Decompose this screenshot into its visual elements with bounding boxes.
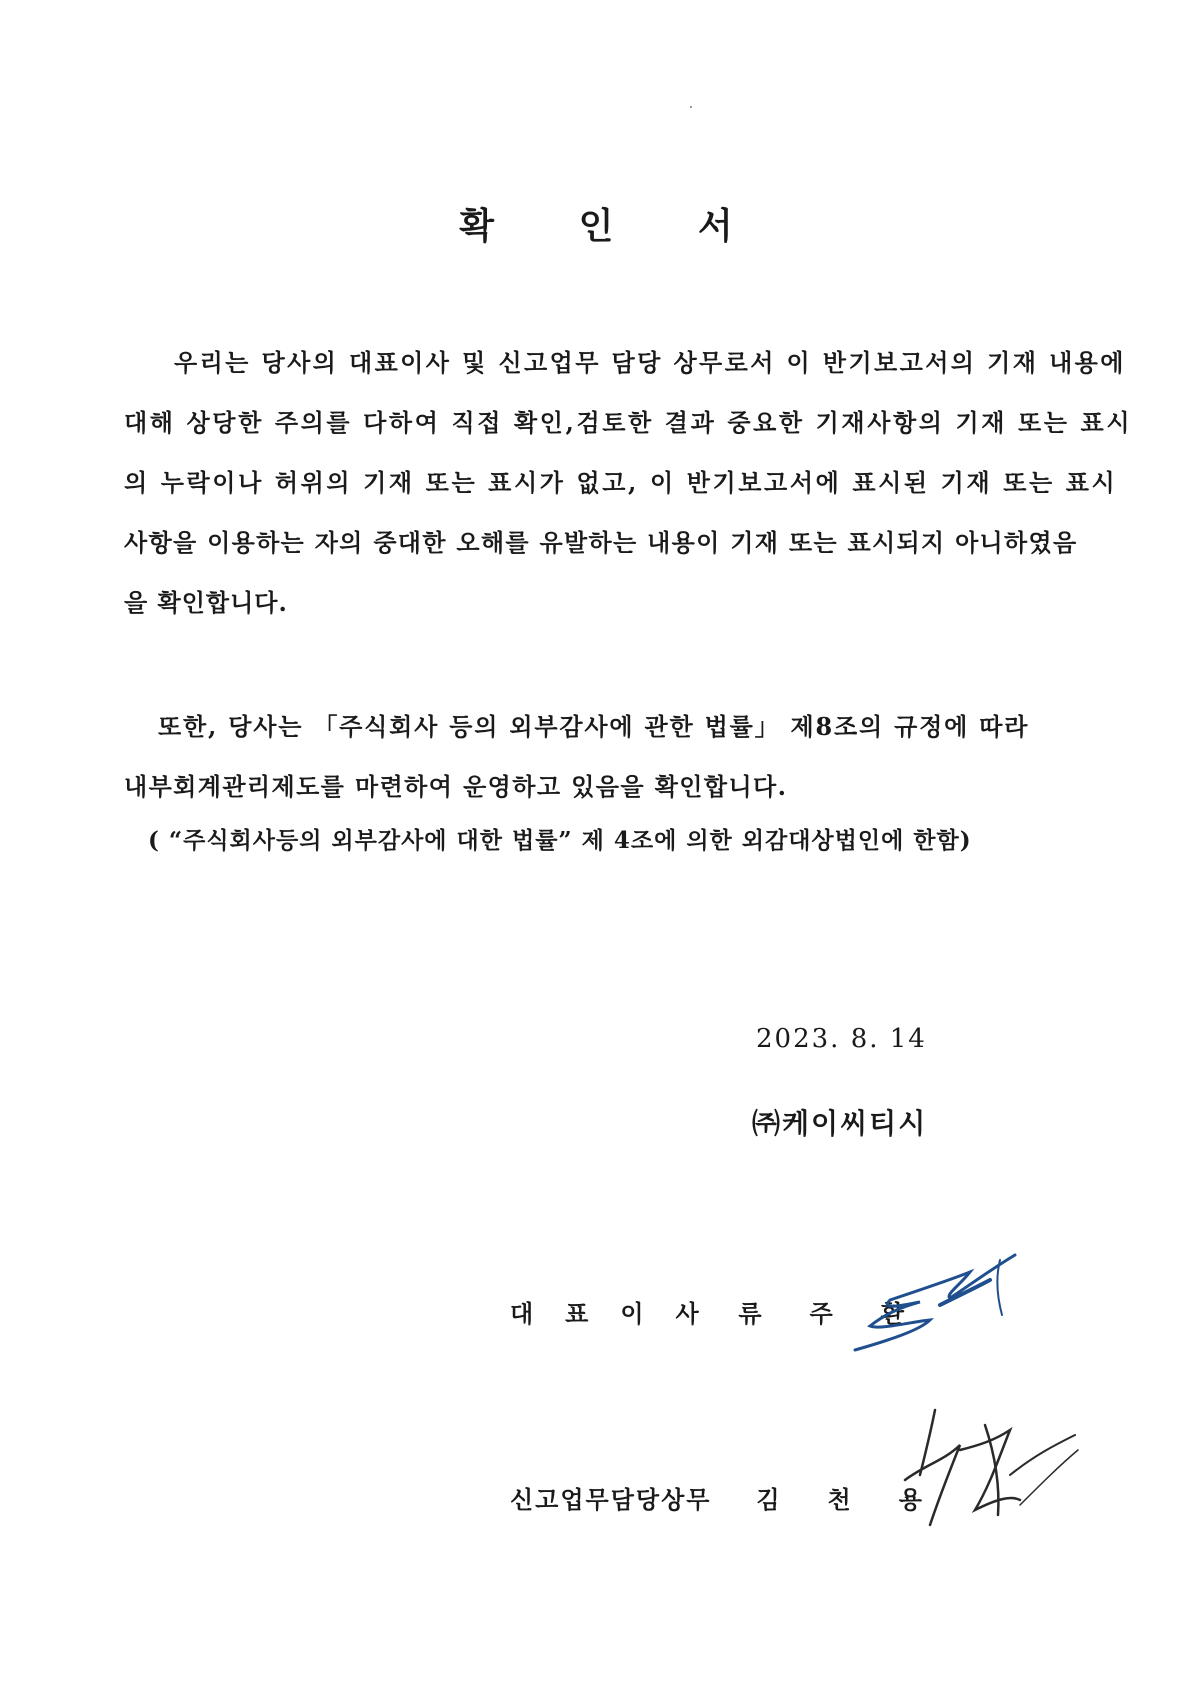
confirmation-paragraph — [124, 333, 1133, 633]
scope-note: ( “주식회사등의 외부감사에 대한 법률” 제 4조에 의한 외감대상법인에 한함) — [148, 827, 972, 854]
signatory-role: 대표이사 — [510, 1299, 731, 1328]
paragraph-line: 을 확인합니다. — [124, 588, 288, 617]
scan-speck — [690, 106, 692, 108]
document-title: 확 인 서 — [459, 205, 769, 247]
paragraph-line: 사항을 이용하는 자의 중대한 오해를 유발하는 내용이 기재 또는 표시되지 아니하였음 — [124, 528, 1078, 557]
ceo-signature-image — [850, 1250, 1020, 1365]
paragraph-line: 대해 상당한 주의를 다하여 직접 확인,검토한 결과 중요한 기재사항의 기재 또는 표시 — [124, 408, 1133, 437]
signatory-role: 신고업무담당상무 — [510, 1485, 712, 1514]
document-date: 2023. 8. 14 — [756, 1024, 927, 1054]
paragraph-line: 또한, 당사는 「주식회사 등의 외부감사에 관한 법률」 제8조의 규정에 따라 — [158, 712, 1030, 741]
internal-control-paragraph — [124, 697, 1084, 817]
paragraph-line: 내부회계관리제도를 마련하여 운영하고 있음을 확인합니다. — [124, 772, 788, 801]
company-name: ㈜케이씨티시 — [752, 1107, 928, 1140]
signatory-name: 김천용 — [756, 1485, 970, 1514]
paragraph-line: 우리는 당사의 대표이사 및 신고업무 담당 상무로서 이 반기보고서의 기재 내용에 — [174, 348, 1126, 377]
signatory-name: 류주환 — [738, 1299, 952, 1328]
paragraph-line: 의 누락이나 허위의 기재 또는 표시가 없고, 이 반기보고서에 표시된 기재 또는 표시 — [124, 468, 1118, 497]
officer-signature-image — [900, 1405, 1080, 1535]
